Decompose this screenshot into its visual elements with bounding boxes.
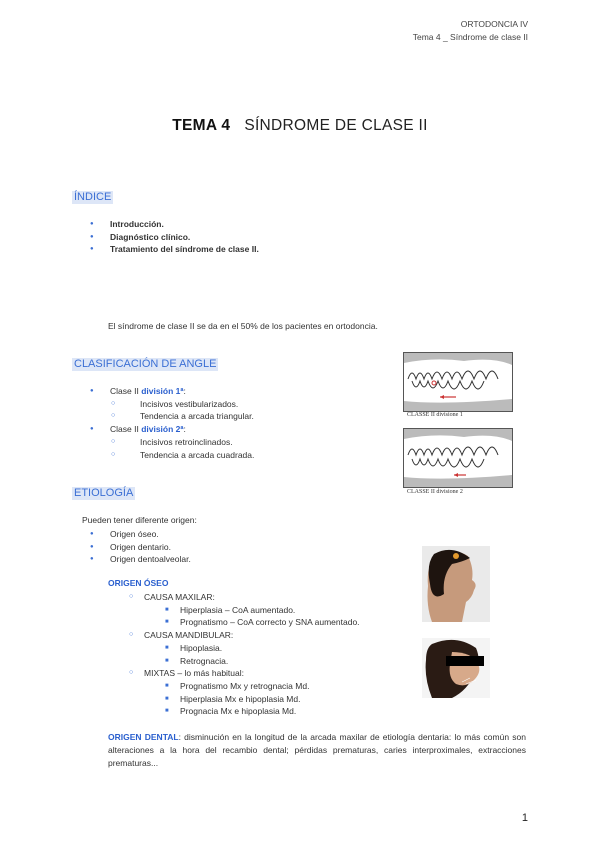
index-item: ● Diagnóstico clínico. — [90, 231, 259, 244]
fig2-caption: CLASSE II divisione 2 — [407, 489, 463, 495]
div1-label: división 1ª — [141, 386, 184, 396]
page-number: 1 — [521, 812, 528, 824]
mandibular-item: ■ Retrognacia. — [108, 655, 360, 668]
angle-heading: CLASIFICACIÓN DE ANGLE — [74, 358, 217, 370]
div2-prefix: Clase II — [110, 424, 142, 435]
dental-origin-text: : disminución en la longitud de la arcada maxilar de etiología dentaria: lo más común son alteraciones a la hora del recambio dental; pérdidas prematuras, caries interproximales, extracciones prematuras... — [108, 732, 526, 768]
index-list — [90, 218, 259, 256]
dental-origin-paragraph — [108, 731, 526, 770]
teeth-div2-drawing — [404, 429, 512, 487]
mandibular-label: ○ CAUSA MANDIBULAR: — [108, 629, 360, 642]
mixed-item: ■ Prognacia Mx e hipoplasia Md. — [108, 705, 360, 718]
mixed-item: ■ Hiperplasia Mx e hipoplasia Md. — [108, 693, 360, 706]
mixed-label: ○ MIXTAS – lo más habitual: — [108, 667, 360, 680]
profile-photo-1 — [422, 546, 490, 622]
div1-item: ○ Tendencia a arcada triangular. — [90, 410, 254, 423]
bone-origin-list — [108, 591, 360, 718]
class2-div2-figure — [403, 428, 513, 488]
index-item: ● Introducción. — [90, 218, 259, 231]
profile-photo-2-drawing — [422, 638, 490, 698]
class2-div1-figure — [403, 352, 513, 412]
dental-origin-label: ORIGEN DENTAL — [108, 732, 179, 742]
div2-suffix: : — [183, 424, 186, 435]
page-title — [0, 117, 600, 135]
mandibular-item: ■ Hipoplasia. — [108, 642, 360, 655]
profile-photo-1-drawing — [422, 546, 490, 622]
maxilar-label: ○ CAUSA MAXILAR: — [108, 591, 360, 604]
div2-item: ○ Tendencia a arcada cuadrada. — [90, 449, 254, 462]
index-heading: ÍNDICE — [74, 191, 112, 203]
mixed-item: ■ Prognatismo Mx y retrognacia Md. — [108, 680, 360, 693]
bone-origin-heading: ORIGEN ÓSEO — [108, 578, 169, 588]
etiology-heading: ETIOLOGÍA — [74, 487, 134, 499]
origins-list — [90, 528, 191, 566]
origin-item: ● Origen dentoalveolar. — [90, 553, 191, 566]
index-item: ● Tratamiento del síndrome de clase II. — [90, 243, 259, 256]
title-text: SÍNDROME DE CLASE II — [244, 117, 428, 134]
title-number: TEMA 4 — [172, 117, 231, 134]
header-subtitle: Tema 4 _ Síndrome de clase II — [412, 32, 528, 42]
div1-item: ○ Incisivos vestibularizados. — [90, 398, 254, 411]
angle-list — [90, 385, 254, 461]
header-course: ORTODONCIA IV — [460, 19, 528, 29]
running-header — [413, 18, 528, 44]
intro-text: El síndrome de clase II se da en el 50% de los pacientes en ortodoncia. — [108, 321, 378, 331]
maxilar-item: ■ Hiperplasia – CoA aumentado. — [108, 604, 360, 617]
etiology-lead: Pueden tener diferente origen: — [82, 515, 197, 525]
origin-item: ● Origen óseo. — [90, 528, 191, 541]
profile-photo-2 — [422, 638, 490, 698]
origin-item: ● Origen dentario. — [90, 541, 191, 554]
angle-div2 — [90, 423, 254, 436]
div2-item: ○ Incisivos retroinclinados. — [90, 436, 254, 449]
div2-label: división 2ª — [141, 424, 184, 435]
div1-suffix: : — [183, 386, 186, 396]
maxilar-item: ■ Prognatismo – CoA correcto y SNA aumentado. — [108, 616, 360, 629]
div1-prefix: Clase II — [110, 386, 142, 396]
angle-div1 — [90, 385, 254, 398]
fig1-caption: CLASSE II divisione 1 — [407, 412, 463, 418]
teeth-div1-drawing — [404, 353, 512, 411]
